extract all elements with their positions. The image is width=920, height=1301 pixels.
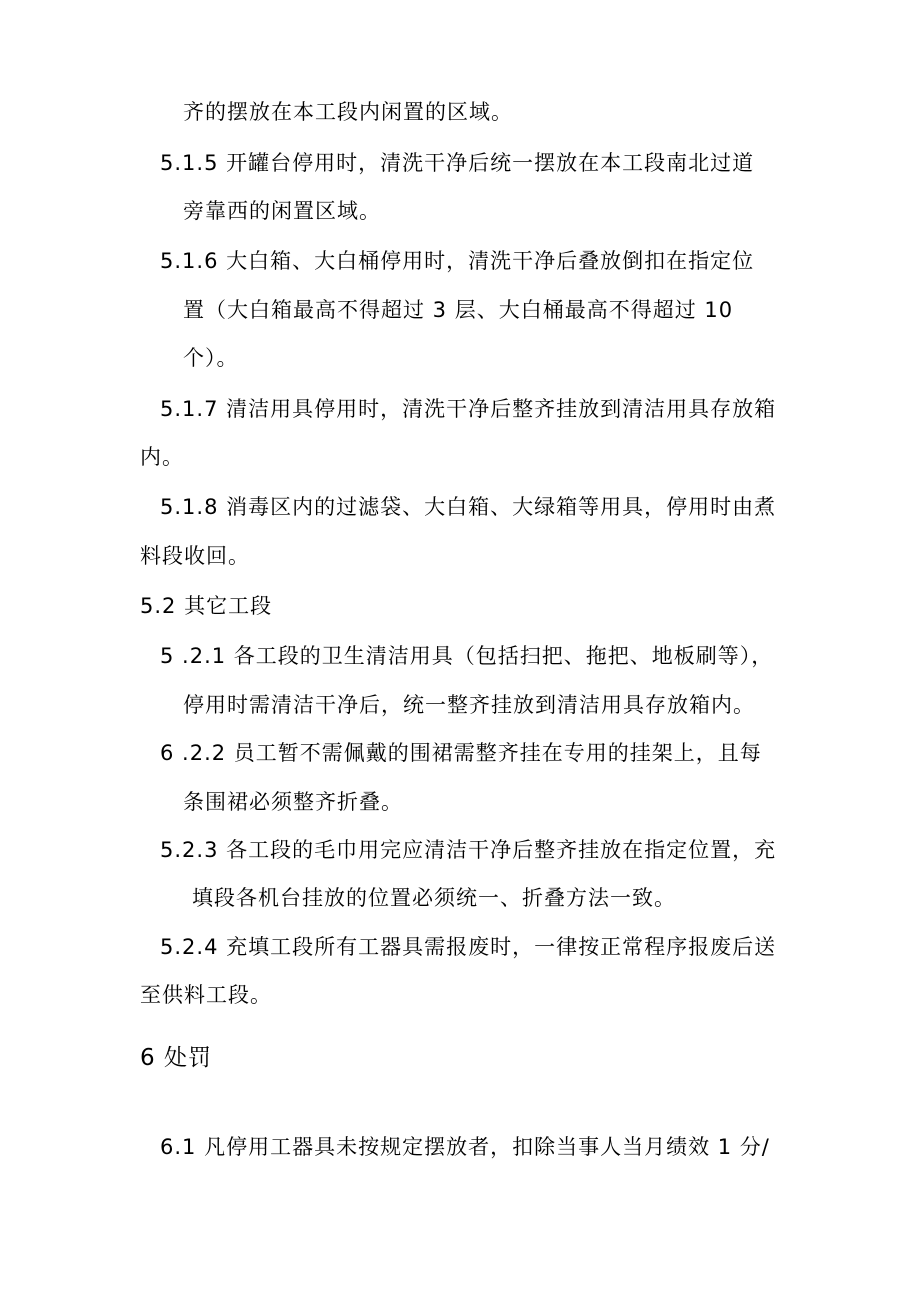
clause-5-1-8: 5.1.8 消毒区内的过滤袋、大白箱、大绿箱等用具，停用时由煮 (160, 495, 777, 519)
text-line: 齐的摆放在本工段内闲置的区域。 (183, 100, 513, 124)
text-line: 个）。 (183, 346, 239, 370)
text-line: 条围裙必须整齐折叠。 (183, 790, 403, 814)
text-line: 料段收回。 (140, 544, 250, 568)
text-line: 内。 (140, 445, 184, 469)
clause-5-2-3: 5.2.3 各工段的毛巾用完应清洁干净后整齐挂放在指定位置，充 (160, 838, 777, 862)
clause-5-2-1: 5 .2.1 各工段的卫生清洁用具（包括扫把、拖把、地板刷等）， (160, 644, 774, 668)
text-line: 旁靠西的闲置区域。 (183, 199, 381, 223)
section-6-heading: 6 处罚 (140, 1045, 212, 1071)
clause-5-1-6: 5.1.6 大白箱、大白桶停用时，清洗干净后叠放倒扣在指定位 (160, 249, 755, 273)
text-line: 置（大白箱最高不得超过 3 层、大白桶最高不得超过 10 (183, 298, 734, 322)
clause-6-2-2: 6 .2.2 员工暂不需佩戴的围裙需整齐挂在专用的挂架上，且每 (160, 741, 762, 765)
clause-6-1: 6.1 凡停用工器具未按规定摆放者，扣除当事人当月绩效 1 分/ (160, 1135, 770, 1159)
text-line: 停用时需清洁干净后，统一整齐挂放到清洁用具存放箱内。 (183, 693, 755, 717)
clause-5-1-7: 5.1.7 清洁用具停用时，清洗干净后整齐挂放到清洁用具存放箱 (160, 397, 777, 421)
text-line: 至供料工段。 (140, 983, 272, 1007)
text-line: 填段各机台挂放的位置必须统一、折叠方法一致。 (192, 886, 676, 910)
section-5-2-heading: 5.2 其它工段 (140, 594, 273, 618)
clause-5-2-4: 5.2.4 充填工段所有工器具需报废时，一律按正常程序报废后送 (160, 935, 777, 959)
clause-5-1-5: 5.1.5 开罐台停用时，清洗干净后统一摆放在本工段南北过道 (160, 151, 755, 175)
